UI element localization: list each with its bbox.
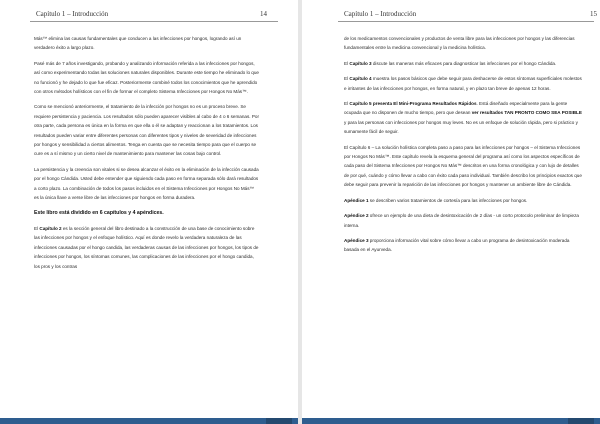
paragraph: El Capítulo 6 – La solución holística completa paso a paso para las infecciones por hongos – el Sistema Infecciones por Hongos No Más™. Este capítulo revela la esquema general del programa así como los aspectos específicos de cada paso del Sistema Infecciones por Hongos No Más™ descritos en una forma cronológica y con lujo de detalles de por qué, cuándo y cómo llevar a cabo con éxito cada paso individual. También describo los principios exactos que debe seguir para prevenir la reparición de las infecciones por hongos y mantener un ambiente libre de Cándida.: [344, 144, 582, 188]
paragraph: Más™ elimina las causas fundamentales que conducen a las infecciones por hongos, logrando así un verdadero éxito a largo plazo.: [34, 36, 242, 51]
section-heading: Este libro está dividido en 6 capítulos y 4 apéndices.: [34, 209, 164, 216]
bold-text: Capítulo 3: [349, 60, 372, 66]
header-rule: [338, 21, 594, 22]
paragraph: [344, 99, 584, 137]
text: El: [34, 225, 40, 231]
text: El: [344, 76, 350, 82]
text: proporciona información vital sobre cómo llevar a cabo un programa de desintoxicación moderada basada en el Ayurveda.: [344, 237, 570, 253]
paragraph: Pasé más de 7 años investigando, probando y analizando información referida a las infecciones por hongos, así como experimentando todas las soluciones naturales disponibles. Durante este tiempo he eliminado lo que no funcionó y he dejado lo que fue eficaz. Posteriormente combiné todos los conocimientos que he aprendido con otros métodos holísticos con el fin de formar el completo Sistema Infecciones por Hongos No Más™.: [34, 60, 259, 95]
text: es la sección general del libro destinado a la construcción de una base de conocimiento sobre las infecciones por hongos y el enfoque holístico. Aquí es donde revelo la verdadera naturaleza de las infecciones causadas por el hongo candida, las verdaderas causas de las infecciones por hongos, los tipos de infecciones por hongos, los síntomas comunes, las complicaciones de las infecciones por el hongo candida, los pros y los contras: [34, 225, 259, 269]
paragraph: [344, 236, 584, 255]
page-number: 14: [260, 10, 267, 18]
bold-text: Capítulo 5 presenta El Mini-Programa Resultados Rápidos: [349, 101, 477, 107]
bold-text: Capítulo 2: [39, 225, 62, 231]
text: se describen varios tratamientos de cortesía para las infecciones por hongos.: [368, 197, 528, 203]
paragraph: [344, 211, 584, 230]
paragraph: de los medicamentos convencionales y productos de venta libre para las infecciones por hongos y las diferencias fundamentales entre la medicina convencional y la medicina holística.: [344, 36, 575, 51]
text: ofrece un ejemplo de una dieta de desintoxicación de 2 días - un corto protocolo preliminar de limpieza interna.: [344, 213, 579, 228]
left-page: [0, 0, 298, 424]
page-body: [344, 34, 584, 261]
bold-text: Capítulo 4: [349, 76, 372, 82]
paragraph: [34, 224, 260, 271]
paragraph: [344, 59, 584, 68]
paragraph: La persistencia y la creencia son vitales si se desea alcanzar el éxito en la eliminación de la infección causada por el hongo Cándida. Usted debe entender que siguiendo cada paso en forma separada sólo dará resultados a corto plazo. La combinación de todos los pasos incluidos en el Sistema Infecciones por Hongos No Más™ es la única llave a verse libre de las infecciones por hongos en forma duradera.: [34, 166, 259, 201]
text: El: [344, 101, 350, 107]
right-page: [302, 0, 600, 424]
paragraph: [344, 74, 584, 93]
paragraph: [344, 196, 584, 205]
bold-text: ver resultados TAN PRONTO COMO SEA POSIBLE: [471, 110, 582, 116]
chapter-title: Capítulo 1 – Introducción: [36, 10, 109, 18]
text: . Está diseñado especialmente para la gente ocupada que no disponen de mucho tiempo, pero que desean: [344, 101, 568, 116]
text: El: [344, 60, 350, 66]
bold-text: Apéndice 3: [344, 237, 369, 243]
header-rule: [30, 21, 278, 22]
page-body: [34, 34, 260, 277]
paragraph: Como se mencionó anteriormente, el tratamiento de la infección por hongos no es un proceso breve. Se requiere persistencia y paciencia. Los resultados sólo pueden aparecer visibles al cabo de 4 o 6 semanas. Por otra parte, cada persona es única en la forma en que ella o él se adaptan y reaccionan a los tratamientos. Los resultados pueden variar entre diferentes personas con diferentes tipos y niveles de severidad de infecciones por hongos y sensibilidad a ciertos alimentos. Tenga en cuenta que se necesita tiempo para que el cuerpo se cure es a sí mismo y un cierto nivel de mantenimiento para mantener las cosas bajo control.: [34, 104, 259, 157]
text: y para las personas con infecciones por hongos muy leves. No es un enfoque de solución rápida, pero si práctico y sumamente fácil de seguir.: [344, 119, 578, 135]
text: discute las maneras más eficaces para diagnosticar las infecciones por el hongo Cándida.: [371, 60, 557, 66]
page-footer-bar: [302, 418, 600, 424]
footer-tab: [266, 418, 292, 424]
bold-text: Apéndice 1: [344, 197, 369, 203]
footer-tab: [568, 418, 594, 424]
page-number: 15: [590, 10, 597, 18]
chapter-title: Capítulo 1 – Introducción: [344, 10, 417, 18]
bold-text: Apéndice 2: [344, 213, 369, 219]
page-footer-bar: [0, 418, 298, 424]
text: muestra los pasos básicos que debe seguir para deshacerse de estos síntomas superficiales molestos e irritantes de las infecciones por hongos, en forma natural, y en plazo tan breve de apenas 12 horas.: [344, 76, 582, 91]
